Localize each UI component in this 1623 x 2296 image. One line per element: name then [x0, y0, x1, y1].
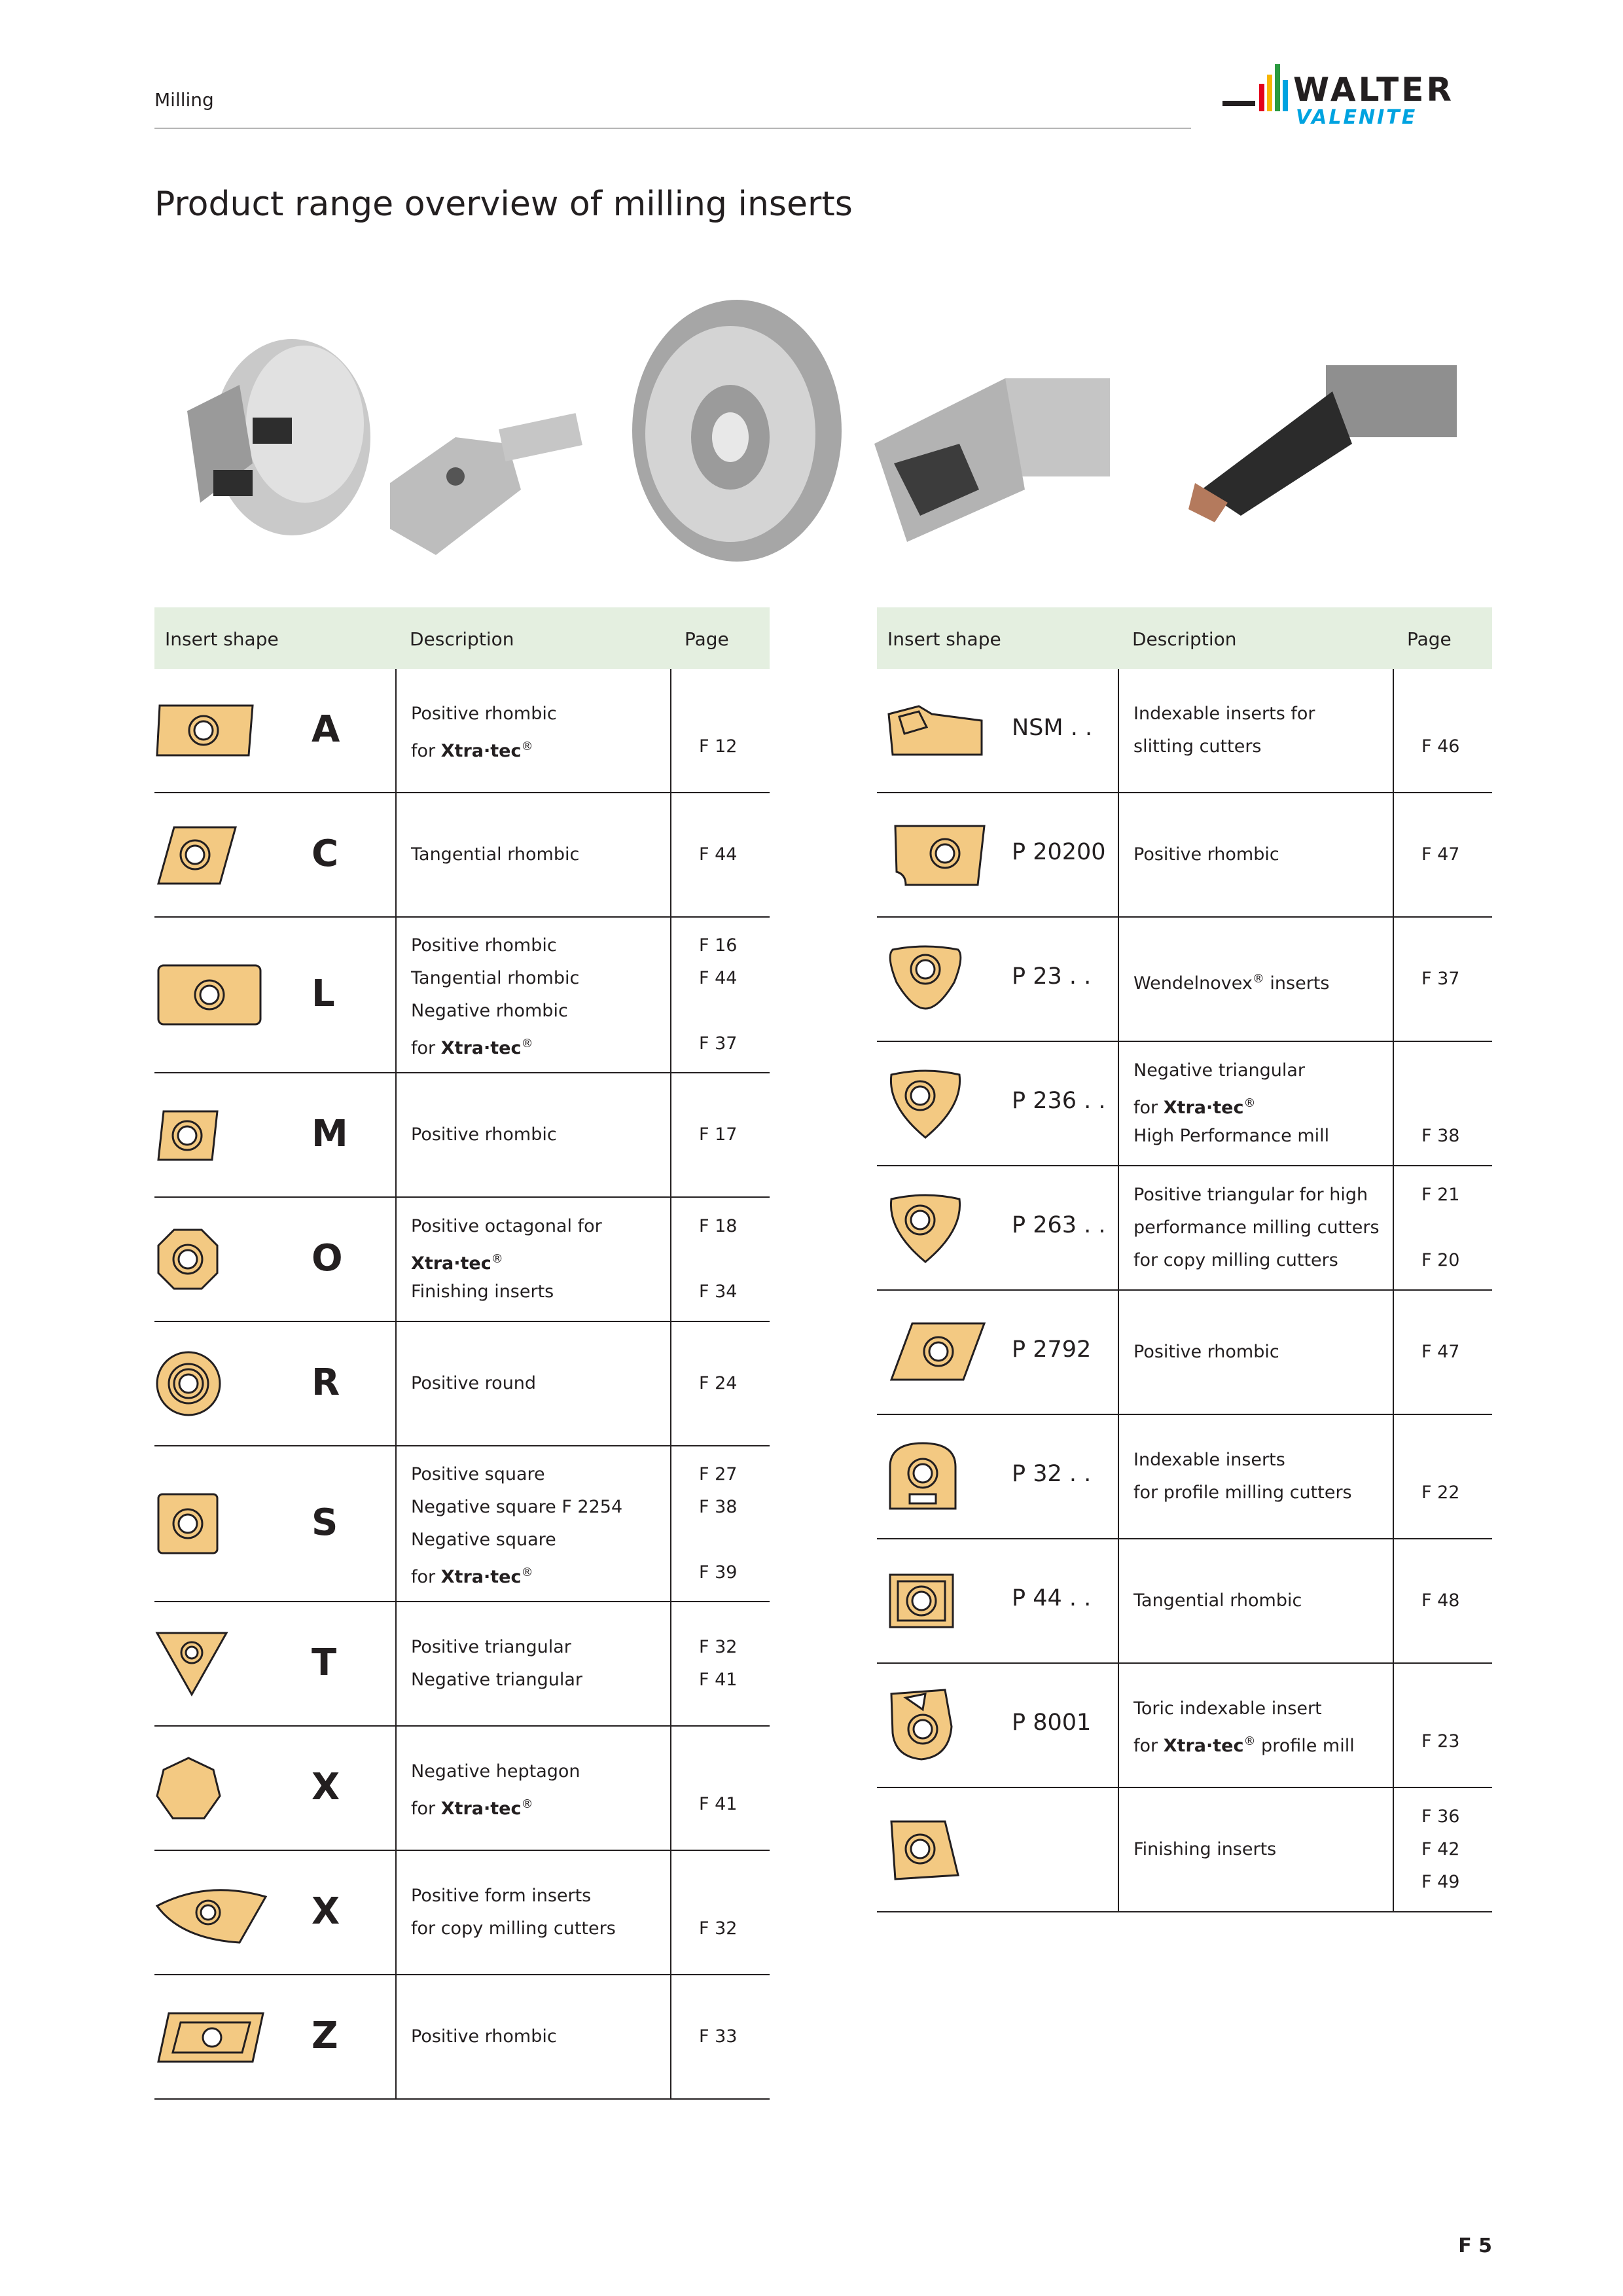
page-reference: F 33: [699, 2026, 738, 2047]
description-line: for Xtra·tec®: [411, 740, 533, 761]
column-divider: [1118, 1539, 1119, 1662]
column-divider: [1393, 1415, 1394, 1538]
insert-p263-icon: [886, 1191, 965, 1265]
page-reference: F 47: [1421, 844, 1460, 865]
description-line: Negative rhombic: [411, 1001, 568, 1021]
end-mill-photo: [390, 413, 582, 555]
description-line: Xtra·tec®: [411, 1252, 503, 1274]
insert-finishing-icon: [886, 1816, 962, 1883]
column-divider: [1118, 1166, 1119, 1289]
left-insert-table: [154, 607, 770, 2100]
description-line: for Xtra·tec®: [1133, 1096, 1256, 1118]
description-line: Finishing inserts: [1133, 1839, 1277, 1859]
column-divider: [1118, 1788, 1119, 1911]
table-row: [877, 1664, 1492, 1788]
description-line: Positive rhombic: [1133, 1342, 1279, 1362]
column-divider: [395, 1602, 397, 1725]
page-reference: F 34: [699, 1282, 738, 1302]
table-row: [154, 669, 770, 793]
face-mill-photo: [187, 339, 370, 535]
insert-code: P 2792: [1012, 1336, 1092, 1363]
insert-c-icon: [154, 822, 240, 888]
column-divider: [1118, 793, 1119, 916]
page-reference: F 38: [1421, 1126, 1460, 1146]
insert-code: A: [312, 708, 340, 751]
header-description: Description: [410, 628, 514, 650]
insert-code: X: [312, 1890, 340, 1933]
header-insert-shape: Insert shape: [165, 628, 279, 650]
insert-code: P 236 . .: [1012, 1088, 1106, 1114]
insert-code: P 8001: [1012, 1710, 1092, 1736]
column-divider: [395, 1851, 397, 1974]
column-divider: [670, 669, 671, 792]
description-line: Negative heptagon: [411, 1761, 580, 1782]
description-line: Positive rhombic: [411, 704, 557, 724]
column-divider: [1393, 918, 1394, 1041]
table-row: [154, 1851, 770, 1975]
table-row: [877, 918, 1492, 1042]
description-line: Wendelnovex® inserts: [1133, 972, 1330, 994]
column-divider: [395, 1198, 397, 1321]
description-line: for Xtra·tec®: [411, 1797, 533, 1819]
column-divider: [670, 1851, 671, 1974]
description-line: Negative square F 2254: [411, 1497, 623, 1517]
description-line: Indexable inserts: [1133, 1450, 1285, 1470]
insert-z-icon: [154, 2004, 267, 2070]
insert-p236-icon: [886, 1067, 965, 1140]
product-photos: [154, 293, 1489, 568]
description-line: Positive rhombic: [411, 2026, 557, 2047]
insert-code: NSM . .: [1012, 715, 1093, 741]
page-reference: F 16: [699, 935, 738, 956]
description-line: Negative triangular: [411, 1670, 582, 1690]
insert-code: P 32 . .: [1012, 1461, 1092, 1487]
table-row: [154, 1602, 770, 1727]
page-number: F 5: [1458, 2234, 1492, 2257]
description-line: Positive triangular for high: [1133, 1185, 1368, 1205]
description-line: for Xtra·tec® profile mill: [1133, 1734, 1355, 1756]
insert-s-icon: [154, 1490, 221, 1557]
header-page: Page: [1407, 628, 1452, 650]
column-divider: [1118, 1664, 1119, 1787]
insert-x-form-icon: [154, 1880, 268, 1945]
insert-p23-icon: [886, 943, 965, 1015]
description-line: High Performance mill: [1133, 1126, 1330, 1146]
table-row: [154, 1198, 770, 1322]
column-divider: [1118, 1415, 1119, 1538]
header-insert-shape: Insert shape: [887, 628, 1001, 650]
column-divider: [395, 1446, 397, 1601]
insert-l-icon: [154, 960, 264, 1030]
column-divider: [670, 793, 671, 916]
description-line: Positive rhombic: [411, 1124, 557, 1145]
page-reference: F 21: [1421, 1185, 1460, 1205]
insert-o-icon: [154, 1226, 221, 1293]
table-row: [154, 1322, 770, 1446]
column-divider: [1118, 1042, 1119, 1165]
column-divider: [1393, 1664, 1394, 1787]
page-reference: F 12: [699, 736, 738, 757]
page-reference: F 49: [1421, 1872, 1460, 1892]
page-reference: F 38: [699, 1497, 738, 1517]
page-reference: F 32: [699, 1918, 738, 1939]
description-line: for profile milling cutters: [1133, 1482, 1352, 1503]
insert-code: P 20200: [1012, 839, 1106, 865]
page-reference: F 18: [699, 1216, 738, 1236]
column-divider: [670, 1198, 671, 1321]
description-line: Positive square: [411, 1464, 545, 1484]
column-divider: [670, 1322, 671, 1445]
description-line: for copy milling cutters: [1133, 1250, 1338, 1270]
column-divider: [670, 1975, 671, 2098]
table-row: [877, 1415, 1492, 1539]
description-line: Finishing inserts: [411, 1282, 554, 1302]
table-row: [154, 1073, 770, 1198]
header-description: Description: [1132, 628, 1237, 650]
column-divider: [1118, 918, 1119, 1041]
column-divider: [1393, 669, 1394, 792]
column-divider: [395, 918, 397, 1072]
column-divider: [395, 1975, 397, 2098]
insert-code: P 263 . .: [1012, 1212, 1106, 1238]
description-line: Tangential rhombic: [411, 844, 580, 865]
description-line: Positive octagonal for: [411, 1216, 602, 1236]
description-line: Positive form inserts: [411, 1886, 592, 1906]
table-row: [877, 793, 1492, 918]
description-line: Tangential rhombic: [1133, 1590, 1302, 1611]
table-row: [877, 1166, 1492, 1291]
column-divider: [395, 1727, 397, 1850]
column-divider: [670, 1602, 671, 1725]
description-line: Positive rhombic: [1133, 844, 1279, 865]
right-table-header: [877, 607, 1492, 669]
page-reference: F 44: [699, 968, 738, 988]
column-divider: [1118, 1291, 1119, 1414]
shoulder-mill-photo: [874, 378, 1110, 542]
insert-t-icon: [154, 1629, 229, 1698]
column-divider: [1118, 669, 1119, 792]
page-reference: F 48: [1421, 1590, 1460, 1611]
column-divider: [670, 1446, 671, 1601]
description-line: Negative triangular: [1133, 1060, 1305, 1081]
insert-nsm-icon: [886, 701, 984, 760]
drill-holder-photo: [1188, 365, 1457, 522]
insert-code: C: [312, 833, 339, 875]
description-line: slitting cutters: [1133, 736, 1262, 757]
description-line: for Xtra·tec®: [411, 1566, 533, 1587]
table-row: [877, 1291, 1492, 1415]
page-reference: F 24: [699, 1373, 738, 1393]
description-line: Negative square: [411, 1530, 556, 1550]
insert-m-icon: [154, 1102, 220, 1168]
column-divider: [670, 918, 671, 1072]
page-reference: F 37: [1421, 969, 1460, 989]
description-line: Positive rhombic: [411, 935, 557, 956]
page-reference: F 20: [1421, 1250, 1460, 1270]
svg-text:VALENITE: VALENITE: [1296, 106, 1418, 129]
page-reference: F 39: [699, 1562, 738, 1583]
insert-p20200-icon: [886, 822, 988, 888]
header-page: Page: [685, 628, 729, 650]
column-divider: [1393, 793, 1394, 916]
description-line: Indexable inserts for: [1133, 704, 1315, 724]
page-reference: F 41: [699, 1794, 738, 1814]
left-table-header: [154, 607, 770, 669]
description-line: Tangential rhombic: [411, 968, 580, 988]
column-divider: [395, 793, 397, 916]
page-reference: F 44: [699, 844, 738, 865]
description-line: performance milling cutters: [1133, 1217, 1380, 1238]
table-row: [154, 918, 770, 1073]
page-reference: F 41: [699, 1670, 738, 1690]
disc-cutter-photo: [632, 300, 842, 562]
table-row: [877, 1788, 1492, 1912]
insert-code: M: [312, 1113, 348, 1155]
column-divider: [395, 669, 397, 792]
insert-x-heptagon-icon: [154, 1755, 223, 1821]
insert-p32-icon: [886, 1441, 959, 1513]
page-reference: F 42: [1421, 1839, 1460, 1859]
description-line: for Xtra·tec®: [411, 1037, 533, 1058]
left-table-body: [154, 669, 770, 2100]
svg-text:WALTER: WALTER: [1293, 71, 1454, 109]
insert-a-icon: [154, 698, 257, 763]
header-divider: [154, 128, 1191, 129]
page-reference: F 17: [699, 1124, 738, 1145]
page-reference: F 23: [1421, 1731, 1460, 1751]
table-row: [877, 669, 1492, 793]
column-divider: [395, 1322, 397, 1445]
insert-code: R: [312, 1361, 340, 1404]
page-reference: F 27: [699, 1464, 738, 1484]
right-table-body: [877, 669, 1492, 1912]
page-title: Product range overview of milling inserts: [154, 185, 853, 224]
insert-code: L: [312, 973, 335, 1015]
description-line: Positive triangular: [411, 1637, 571, 1657]
table-row: [154, 1975, 770, 2100]
insert-code: P 44 . .: [1012, 1585, 1092, 1611]
insert-r-icon: [154, 1350, 223, 1418]
table-row: [154, 1446, 770, 1602]
description-line: Toric indexable insert: [1133, 1698, 1322, 1719]
page-reference: F 32: [699, 1637, 738, 1657]
column-divider: [1393, 1042, 1394, 1165]
insert-code: S: [312, 1501, 338, 1544]
insert-p8001-icon: [886, 1687, 957, 1763]
column-divider: [1393, 1166, 1394, 1289]
column-divider: [1393, 1291, 1394, 1414]
insert-code: O: [312, 1237, 343, 1280]
right-insert-table: [877, 607, 1492, 1912]
table-row: [877, 1539, 1492, 1664]
insert-code: Z: [312, 2015, 338, 2057]
description-line: Positive round: [411, 1373, 537, 1393]
page-reference: F 22: [1421, 1482, 1460, 1503]
table-row: [154, 793, 770, 918]
insert-code: P 23 . .: [1012, 963, 1092, 990]
insert-p44-icon: [886, 1571, 957, 1631]
column-divider: [1393, 1788, 1394, 1911]
page-reference: F 37: [699, 1033, 738, 1054]
insert-code: X: [312, 1766, 340, 1808]
column-divider: [395, 1073, 397, 1196]
page-reference: F 46: [1421, 736, 1460, 757]
page-reference: F 36: [1421, 1806, 1460, 1827]
section-label: Milling: [154, 89, 214, 111]
column-divider: [670, 1073, 671, 1196]
column-divider: [670, 1727, 671, 1850]
column-divider: [1393, 1539, 1394, 1662]
table-row: [154, 1727, 770, 1851]
insert-p2792-icon: [886, 1319, 988, 1385]
insert-code: T: [312, 1641, 337, 1684]
description-line: for copy milling cutters: [411, 1918, 616, 1939]
table-row: [877, 1042, 1492, 1166]
page-reference: F 47: [1421, 1342, 1460, 1362]
walter-valenite-logo: [1222, 62, 1492, 134]
